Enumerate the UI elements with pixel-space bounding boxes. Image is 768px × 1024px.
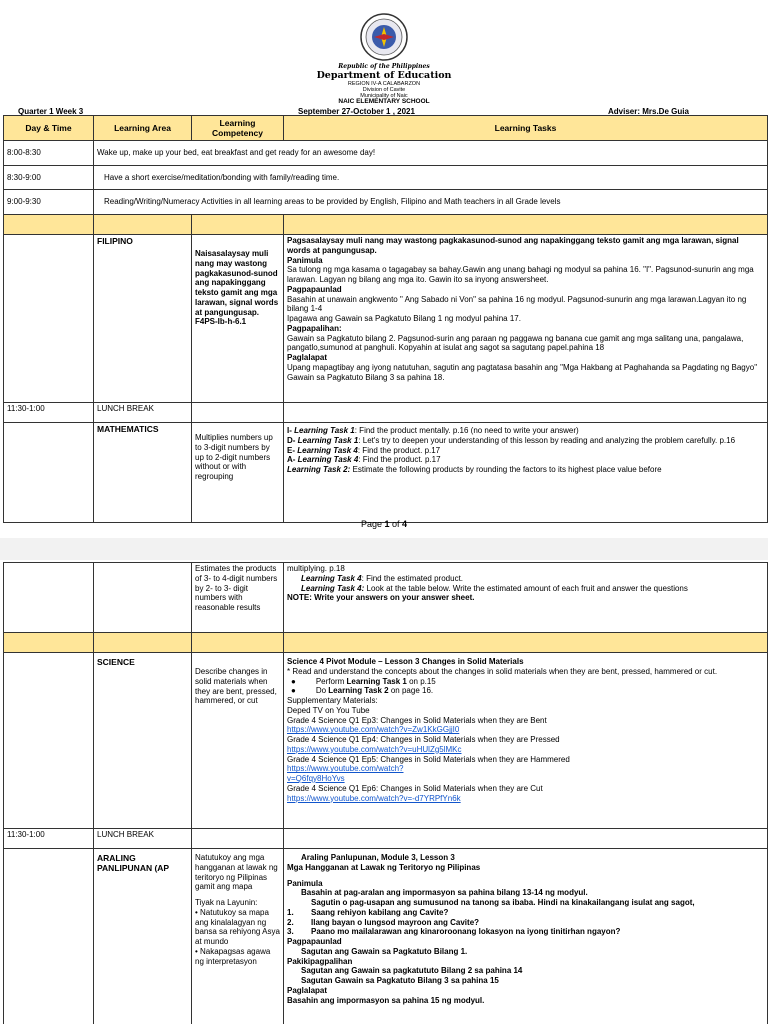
time-cell: 8:30-9:00 <box>4 166 94 190</box>
table-header-row <box>4 116 768 141</box>
question-text: Saang rehiyon kabilang ang Cavite? <box>311 907 449 917</box>
question-number: 1. <box>287 907 294 917</box>
schedule-row <box>4 166 768 190</box>
ap-heading: Pagpapaunlad <box>287 937 342 946</box>
learning-area-ap: ARALING PANLIPUNAN (AP <box>94 849 192 1024</box>
schedule-text: Wake up, make up your bed, eat breakfast and get ready for an awesome day! <box>94 141 768 166</box>
task-prefix: E- <box>287 445 298 455</box>
task-prefix: D- <box>287 435 298 445</box>
document-header <box>0 0 768 105</box>
filipino-heading: Paglalapat <box>287 353 328 362</box>
task-name: Learning Task 4 <box>297 445 358 455</box>
ap-text: Sagutin o pag-usapan ang sumusunod na tanong sa ibaba. Hindi na kinakailangang isulat ang sagot, <box>311 898 695 907</box>
ap-title: Araling Panlupunan, Module 3, Lesson 3 <box>301 853 455 862</box>
task-prefix: A- <box>287 455 298 465</box>
competency-text: Natutukoy ang mga hangganan at lawak ng teritoryo ng Pilipinas gamit ang mapa <box>195 853 278 892</box>
date-range: September 27-October 1 , 2021 <box>298 107 415 116</box>
task-name: Learning Task 4: <box>301 583 365 593</box>
time-cell: 11:30-1:00 <box>4 829 94 849</box>
ap-text: Sagutan ang Gawain sa Pagkatuto Bilang 1. <box>301 946 468 956</box>
bullet-text: Do <box>315 686 329 696</box>
episode-title: Grade 4 Science Q1 Ep4: Changes in Solid Materials when they are Pressed <box>287 735 560 744</box>
filipino-text: Sa tulong ng mga kasama o tagagabay sa bahay.Gawin ang unang bahagi ng modyul sa pahina 16. "I". Pagsunod-sunurin ang mga larawan. Lagyan ng bilang ang mga ito. Gawin ito sa inyong answersheet. <box>287 265 754 284</box>
weekly-plan-table-page2 <box>3 562 768 1024</box>
separator-row <box>4 215 768 235</box>
lunch-label: LUNCH BREAK <box>94 403 192 423</box>
ap-text: Sagutan ang Gawain sa pagkatututo Bilang 2 sa pahina 14 <box>301 966 523 976</box>
filipino-heading: Panimula <box>287 255 323 265</box>
question-text: Ilang bayan o lungsod mayroon ang Cavite? <box>311 917 480 927</box>
schedule-text: Reading/Writing/Numeracy Activities in all learning areas to be provided by English, Filipino and Math teachers in all Grade levels <box>94 190 768 215</box>
task-text: : Let's try to deepen your understanding of this lesson by reading and analyzing the problem carefully. p.16 <box>358 435 736 445</box>
tasks-science: Science 4 Pivot Module – Lesson 3 Changes in Solid Materials * Read and understand the concepts about the changes in solid materials when they are bent, pressed, hammered or cut. ● Perform Learning Task 1 on p.15 ● Do Learning Task 2 on page 16. Supplementary Materials: Deped TV on You Tube Grade 4 Science Q1 Ep3: Changes in Solid Materials when they are Bent https://www.youtube.com/watch?v=Zw1KkGGjjI0 Grade 4 Science Q1 Ep4: Changes in Solid Materials when they are Pressed https://www.youtube.com/watch?v=uHUlZg5lMKc Grade 4 Science Q1 Ep5: Changes in Solid Materials when they are Hammered https://www.youtube.com/watch? v=Q6fqy8HoYvs Grade 4 Science Q1 Ep6: Changes in Solid Materials when they are Cut https://www.youtube.com/watch?v=-d7YRPfYn6k <box>284 653 768 829</box>
ap-heading: Paglalapat <box>287 985 328 995</box>
adviser: Adviser: Mrs.De Guia <box>608 107 689 116</box>
col-learning-area: Learning Area <box>94 116 192 141</box>
bullet-text: Perform <box>315 676 347 686</box>
filipino-text: Gawain sa Pagkatuto bilang 2. Pagsunod-surin ang paraan ng paggawa ng banana cue gamit ang mga salitang una, pangalawa, pangatlo,sumunod at panghuli. Kopyahin at isulat ang sagot sa sagutang papel.pahina 18 <box>287 333 744 353</box>
col-learning-tasks: Learning Tasks <box>284 116 768 141</box>
municipality-line: Municipality of Naic <box>360 93 408 99</box>
lunch-row <box>4 829 768 849</box>
time-cell: 8:00-8:30 <box>4 141 94 166</box>
competency-objective-label: Tiyak na Layunin: <box>195 898 258 907</box>
filipino-heading: Pagpapalihan: <box>287 323 342 333</box>
task-text: : Find the product. p.17 <box>357 445 441 455</box>
video-link[interactable]: v=Q6fqy8HoYvs <box>287 774 345 783</box>
competency-ap <box>192 849 284 1024</box>
task-text: : Find the estimated product. <box>361 573 464 583</box>
learning-area-math: MATHEMATICS <box>94 423 192 523</box>
filipino-text: Upang mapagtibay ang iyong natutuhan, sagutin ang pagtatasa basahin ang "Mga Hakbang at Paghahanda sa Pagdating ng Bagyo" Gawain sa Pagkatuto Bilang 3 sa pahina 18. <box>287 362 758 382</box>
col-day-time: Day & Time <box>4 116 94 141</box>
weekly-plan-table-page1 <box>3 115 768 523</box>
video-link[interactable]: https://www.youtube.com/watch?v=-d7YRPfYn6k <box>287 793 461 803</box>
math-continued-row <box>4 563 768 633</box>
ap-subtitle: Mga Hangganan at Lawak ng Teritoryo ng Pilipinas <box>287 862 481 872</box>
quarter-week: Quarter 1 Week 3 <box>18 107 84 116</box>
supplementary-label: Supplementary Materials: <box>287 696 378 705</box>
ap-row <box>4 849 768 1024</box>
page-total: 4 <box>402 519 408 529</box>
task-text: : Find the product mentally. p.16 (no need to write your answer) <box>354 426 579 435</box>
task-text: : Find the product. p.17 <box>358 455 441 465</box>
schedule-row <box>4 141 768 166</box>
task-name: Learning Task 2 <box>328 686 389 696</box>
episode-title: Grade 4 Science Q1 Ep6: Changes in Solid Materials when they are Cut <box>287 783 543 793</box>
episode-title: Grade 4 Science Q1 Ep3: Changes in Solid Materials when they are Bent <box>287 715 547 725</box>
video-link[interactable]: https://www.youtube.com/watch?v=Zw1KkGGjjI0 <box>287 725 460 735</box>
competency-objective: • Natutukoy sa mapa ang kinalalagyan ng bansa sa rehiyong Asya at mundo <box>195 907 280 946</box>
ap-text: Basahin at pag-aralan ang impormasyon sa pahina bilang 13-14 ng modyul. <box>301 888 588 898</box>
department-line: Department of Education <box>316 70 452 81</box>
science-row <box>4 653 768 829</box>
separator-row <box>4 633 768 653</box>
bullet-text: on page 16. <box>388 686 434 696</box>
science-title: Science 4 Pivot Module – Lesson 3 Changes in Solid Materials <box>287 657 524 666</box>
ap-text: Basahin ang impormasyon sa pahina 15 ng modyul. <box>287 995 485 1005</box>
tasks-math <box>284 423 768 523</box>
school-name: NAIC ELEMENTARY SCHOOL <box>338 98 430 105</box>
question-number: 3. <box>287 927 294 937</box>
page-of: of <box>389 519 403 529</box>
lunch-row <box>4 403 768 423</box>
ap-heading: Panimula <box>287 878 323 888</box>
task-name: Learning Task 1 <box>346 676 407 686</box>
task-text: Look at the table below. Write the estimated amount of each fruit and answer the questions <box>364 583 688 593</box>
learning-area-filipino: FILIPINO <box>94 235 192 403</box>
competency-science: Describe changes in solid materials when they are bent, pressed, hammered, or cut <box>192 653 284 829</box>
task-prefix: I- <box>287 426 295 435</box>
page-number <box>0 519 768 529</box>
competency-objective: • Nakapagsas agawa ng interpretasyon <box>195 946 271 966</box>
filipino-title: Pagsasalaysay muli nang may wastong pagkakasunod-sunod ang napakinggang teksto gamit ang mga larawan, signal words at pangungusap. <box>287 236 739 255</box>
schedule-row <box>4 190 768 215</box>
bullet-text: on p.15 <box>406 676 436 686</box>
question-text: Paano mo mailalarawan ang kinaroroonang lokasyon na iyong tinitirhan ngayon? <box>311 927 621 937</box>
col-learning-competency: Learning Competency <box>192 116 284 141</box>
tasks-filipino <box>284 235 768 403</box>
task-name: Learning Task 4 <box>297 455 359 465</box>
math-row <box>4 423 768 523</box>
time-cell: 9:00-9:30 <box>4 190 94 215</box>
video-link[interactable]: https://www.youtube.com/watch? <box>287 764 404 774</box>
filipino-text: Basahin at unawain angkwento " Ang Sabado ni Von" sa pahina 16 ng modyul. Pagsunod-sunurin ang mga larawan.Lagyan ito ng bilang 1-4 <box>287 294 747 314</box>
task-name: Learning Task 1 <box>294 426 355 435</box>
filipino-heading: Pagpapaunlad <box>287 284 342 294</box>
task-text: Estimate the following products by rounding the factors to its highest place value before <box>350 465 662 474</box>
schedule-text: Have a short exercise/meditation/bonding with family/reading time. <box>94 166 768 190</box>
competency-math-2: Estimates the products of 3- to 4-digit numbers by 2- to 3- digit numbers with reasonable results <box>192 563 284 633</box>
competency-filipino: Naisasalaysay muli nang may wastong pagkakasunod-sunod ang napakinggang teksto gamit ang mga larawan, signal words at pangungusap. F4PS-Ib-h-6.1 <box>192 235 284 403</box>
page-prefix: Page <box>360 519 385 529</box>
video-link[interactable]: https://www.youtube.com/watch?v=uHUlZg5lMKc <box>287 744 462 754</box>
task-name: Learning Task 1 <box>297 435 359 445</box>
deped-tv-label: Deped TV on You Tube <box>287 705 370 715</box>
deped-seal-icon <box>359 12 409 62</box>
ap-heading: Pakikipagpalihan <box>287 956 353 966</box>
tasks-ap <box>284 849 768 1024</box>
science-intro: * Read and understand the concepts about the changes in solid materials when they are bent, pressed, hammered or cut. <box>287 666 718 676</box>
ap-text: Sagutan Gawain sa Pagkatuto Bilang 3 sa pahina 15 <box>301 976 499 985</box>
republic-line: Republic of the Philippines <box>338 63 430 70</box>
task-name: Learning Task 2: <box>287 465 351 474</box>
competency-math: Multiplies numbers up to 3-digit numbers by up to 2-digit numbers without or with regrouping <box>192 423 284 523</box>
filipino-row <box>4 235 768 403</box>
time-cell: 11:30-1:00 <box>4 403 94 423</box>
tasks-math-2 <box>284 563 768 633</box>
learning-area-science: SCIENCE <box>94 653 192 829</box>
page-current: 1 <box>384 519 390 529</box>
filipino-text: Ipagawa ang Gawain sa Pagkatuto Bilang 1 ng modyul pahina 17. <box>287 314 521 323</box>
question-number: 2. <box>287 917 294 927</box>
region-line: REGION IV-A CALABARZON <box>347 81 421 87</box>
math-note: NOTE: Write your answers on your answer sheet. <box>287 593 475 603</box>
lunch-label: LUNCH BREAK <box>94 829 192 849</box>
task-text: multiplying. p.18 <box>287 564 345 573</box>
episode-title: Grade 4 Science Q1 Ep5: Changes in Solid Materials when they are Hammered <box>287 754 570 764</box>
division-line: Division of Cavite <box>362 87 406 93</box>
page-gap <box>0 538 768 560</box>
task-name: Learning Task 4 <box>301 573 362 583</box>
